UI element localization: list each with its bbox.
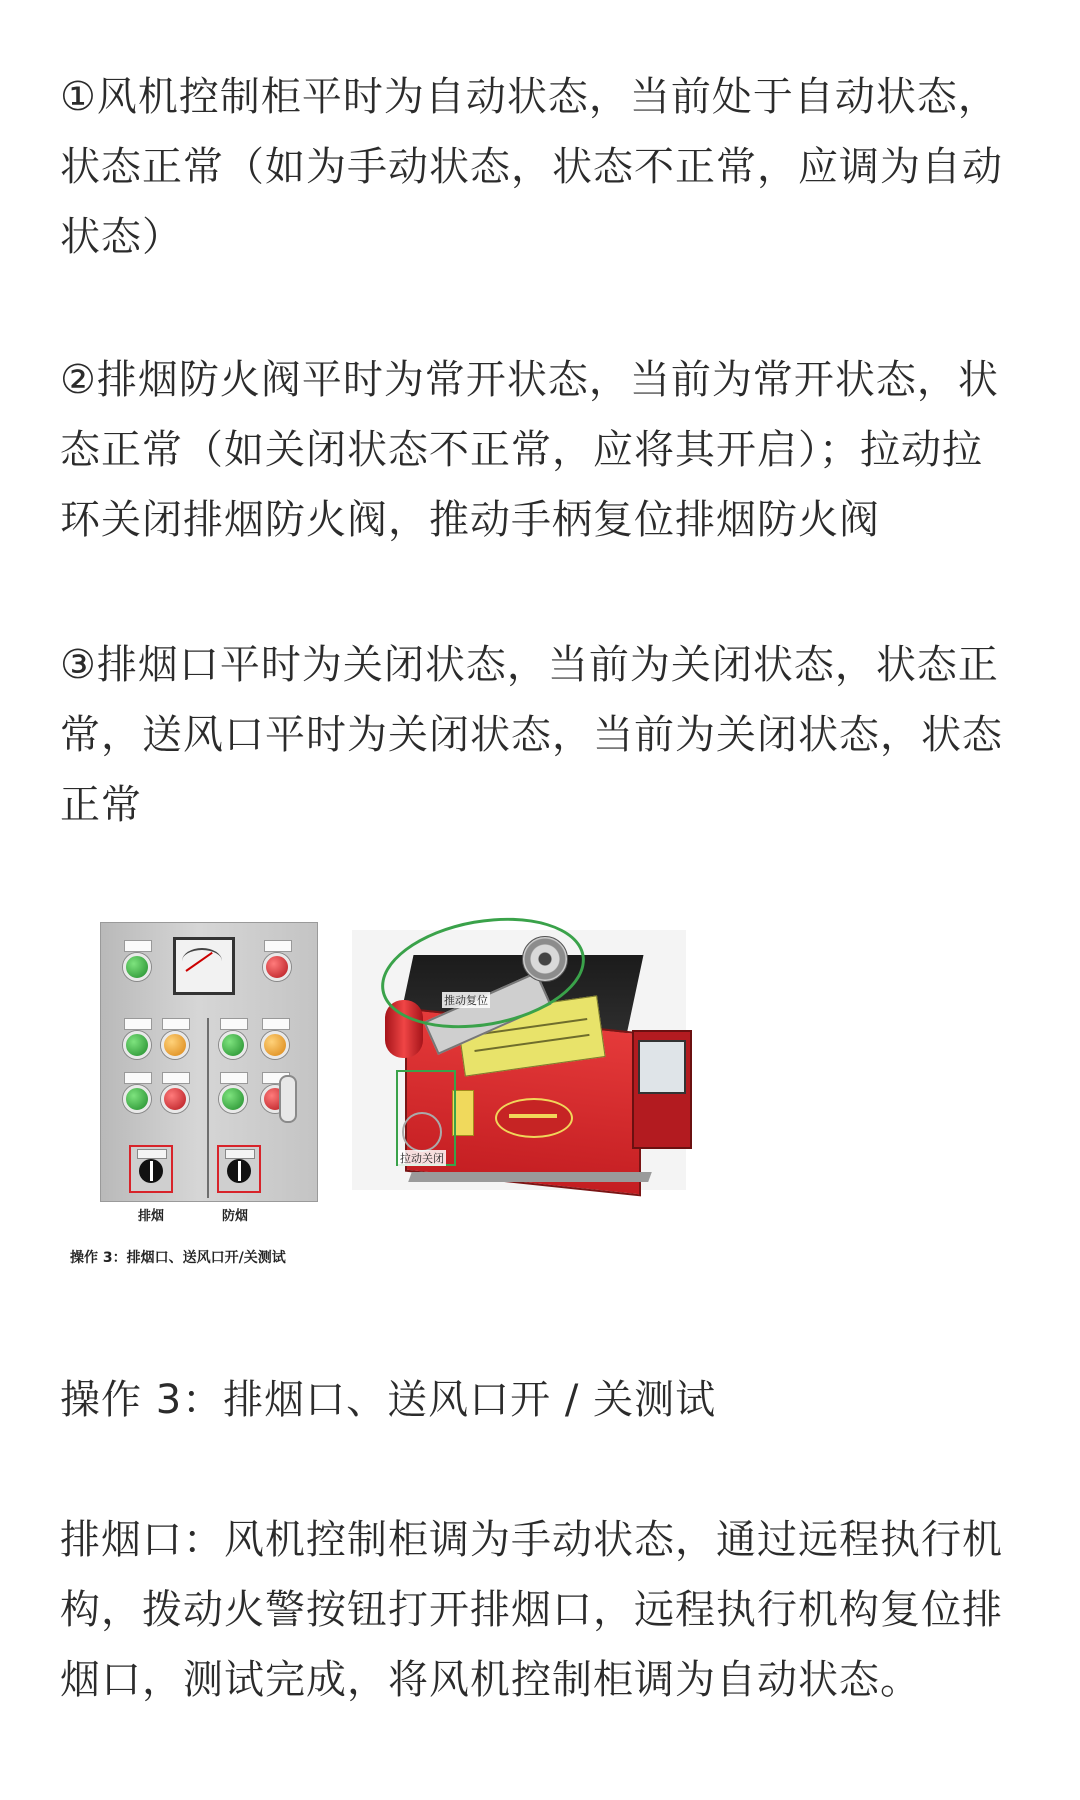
figure-caption: 操作 3：排烟口、送风口开/关测试 (70, 1250, 286, 1266)
paragraph-smoke-damper: ②排烟防火阀平时为常开状态，当前为常开状态，状态正常（如关闭状态不正常，应将其开启）；拉动拉环关闭排烟防火阀，推动手柄复位排烟防火阀 (60, 357, 999, 543)
cabinet-label-smoke-prevention: 防烟 (222, 1209, 249, 1224)
label-pull-close: 拉动关闭 (400, 1152, 444, 1165)
fan-control-cabinet-image (100, 922, 318, 1202)
green-indicator-icon (219, 1031, 247, 1059)
amber-indicator-icon (261, 1031, 289, 1059)
label-push-reset: 推动复位 (444, 994, 488, 1007)
ammeter-icon (173, 937, 235, 995)
cabinet-label-smoke-exhaust: 排烟 (138, 1209, 165, 1224)
smoke-exhaust-selector-icon (129, 1145, 173, 1193)
red-indicator-icon (263, 953, 291, 981)
paragraph-fan-control: ①风机控制柜平时为自动状态，当前处于自动状态，状态正常（如为手动状态，状态不正常，应调为自动状态） (60, 74, 1003, 260)
actuator-window-icon (638, 1040, 686, 1094)
green-indicator-icon (123, 1031, 151, 1059)
section-heading-operation-3: 操作 3：排烟口、送风口开 / 关测试 (60, 1377, 717, 1423)
paragraph-smoke-outlet-test: 排烟口：风机控制柜调为手动状态，通过远程执行机构，拨动火警按钮打开排烟口，远程执行机构复位排烟口，测试完成，将风机控制柜调为自动状态。 (60, 1517, 1003, 1703)
green-indicator-icon (123, 1085, 151, 1113)
cabinet-door-handle-icon (279, 1075, 297, 1123)
green-indicator-icon (123, 953, 151, 981)
illustration-figure (60, 900, 790, 1280)
certificate-seal-icon (495, 1098, 573, 1138)
green-indicator-icon (219, 1085, 247, 1113)
red-indicator-icon (161, 1085, 189, 1113)
pull-ring-icon (402, 1112, 442, 1152)
amber-indicator-icon (161, 1031, 189, 1059)
actuator-base-plate (408, 1172, 652, 1182)
smoke-prevention-selector-icon (217, 1145, 261, 1193)
paragraph-smoke-outlet: ③排烟口平时为关闭状态，当前为关闭状态，状态正常，送风口平时为关闭状态，当前为关闭状态，状态正常 (60, 642, 1003, 828)
